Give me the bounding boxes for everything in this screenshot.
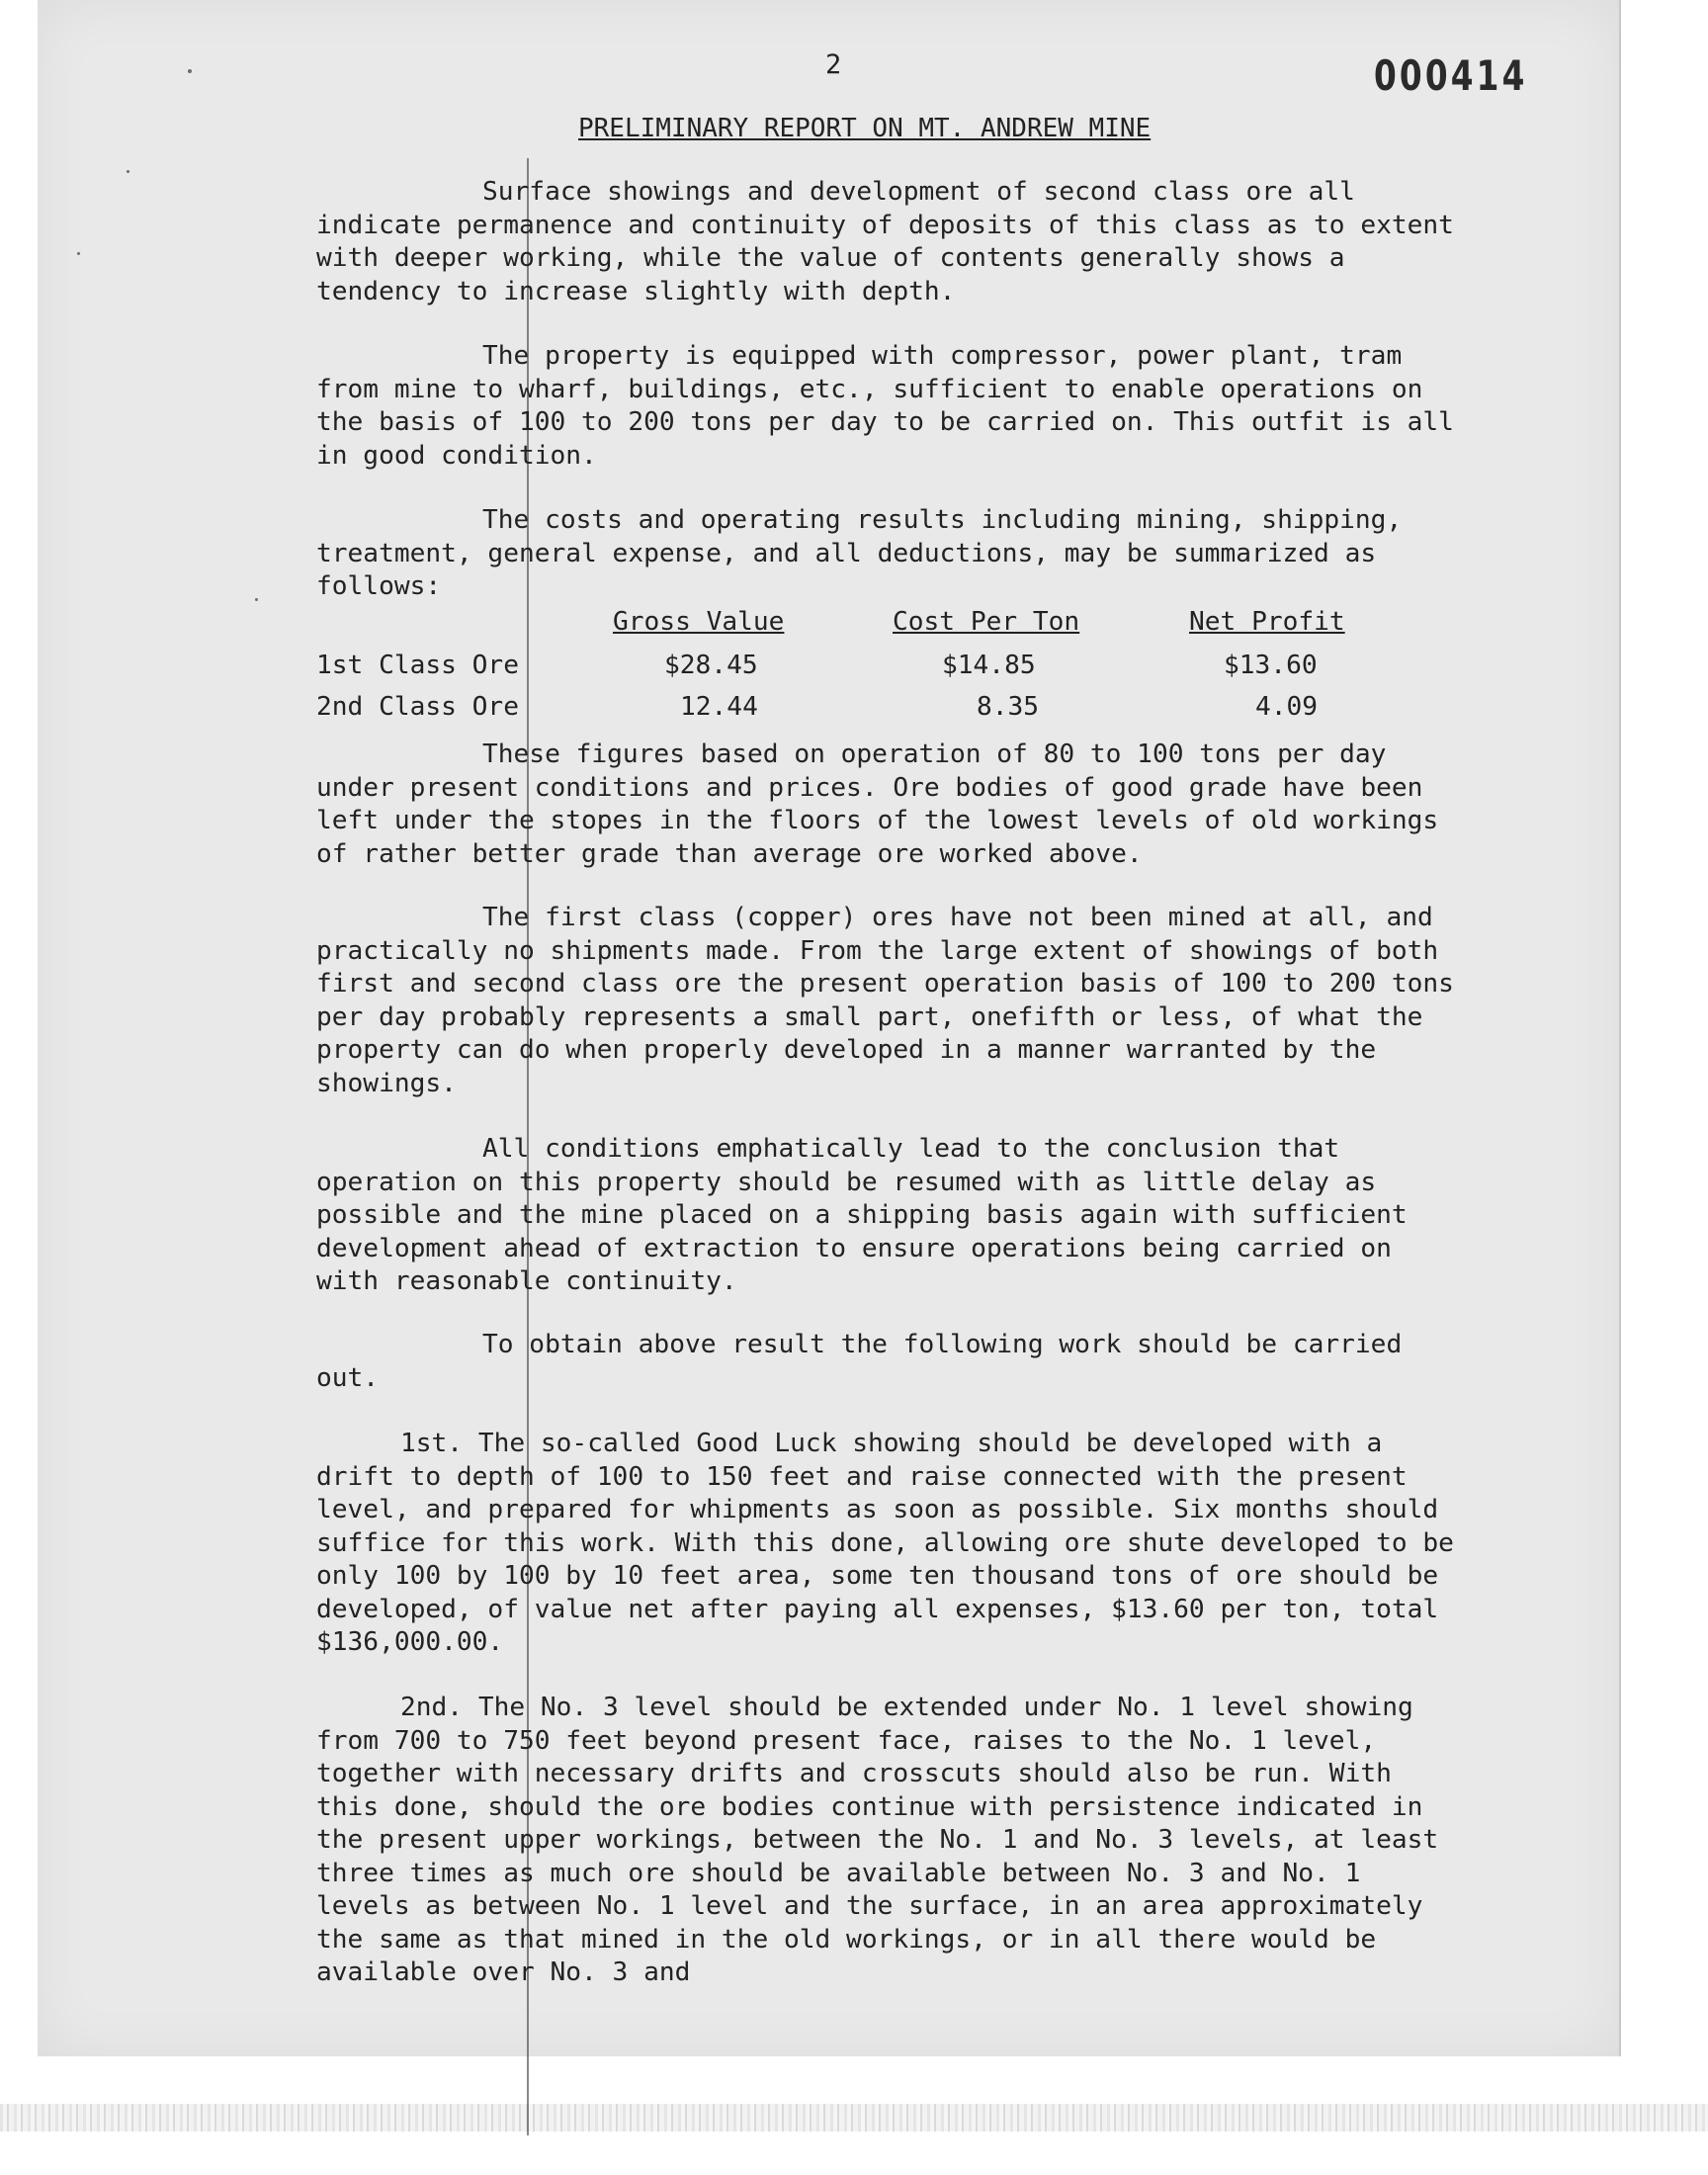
- column-header-cost-per-ton: Cost Per Ton: [893, 607, 1080, 637]
- scan-speck: [77, 252, 80, 255]
- page-number: 2: [825, 49, 842, 80]
- paragraph-conditions-conclusion: All conditions emphatically lead to the conclusion that operation on this property should be resumed with as little delay as possible and the mine placed on a shipping basis again with sufficient development ahead of extraction to ensure operations being carried on with reasonable continuity.: [316, 1134, 1423, 1296]
- column-header-net-profit: Net Profit: [1189, 607, 1345, 637]
- scan-speck: [255, 598, 258, 601]
- paragraph-second-work-item: 2nd. The No. 3 level should be extended under No. 1 level showing from 700 to 750 feet beyond present face, raises to the No. 1 level, together with necessary drifts and crosscuts should also be run. With this done, should the ore bodies continue with persistence indicated in the present upper workings, between the No. 1 and No. 3 levels, at least three times as much ore should be available between No. 3 and No. 1 levels as between No. 1 level and the surface, in an area approximately the same as that mined in the old workings, or in all there would be available over No. 3 and: [316, 1693, 1454, 1987]
- scan-speck: [188, 69, 192, 73]
- row-label-2nd-class: 2nd Class Ore: [316, 692, 519, 722]
- cell-cost-per-ton: $14.85: [942, 651, 1036, 680]
- cell-gross-value: $28.45: [664, 651, 758, 680]
- paragraph-costs-intro: The costs and operating results including mining, shipping, treatment, general expense, and all deductions, may be summarized as follows:: [316, 505, 1417, 601]
- row-label-1st-class: 1st Class Ore: [316, 651, 519, 680]
- cell-net-profit: $13.60: [1224, 651, 1318, 680]
- costs-table: [316, 607, 1404, 726]
- paragraph-first-work-item: 1st. The so-called Good Luck showing should be developed with a drift to depth of 100 to 150 feet and raise connected with the present level, and prepared for whipments as soon as possible. Six months should suffice for this work. With this done, allowing ore shute developed to be only 100 by 100 by 10 feet area, some ten thousand tons of ore should be developed, of value net after paying all expenses, $13.60 per ton, total $136,000.00.: [316, 1429, 1470, 1657]
- paragraph-figures-basis: These figures based on operation of 80 to 100 tons per day under present conditions and prices. Ore bodies of good grade have been left under the stopes in the floors of the lowest levels of old workings of rather better grade than average ore worked above.: [316, 740, 1454, 869]
- page-title: PRELIMINARY REPORT ON MT. ANDREW MINE: [578, 114, 1152, 143]
- column-header-gross-value: Gross Value: [613, 607, 785, 637]
- cell-gross-value: 12.44: [680, 692, 758, 722]
- paragraph-first-class-ores: The first class (copper) ores have not been mined at all, and practically no shipments made. From the large extent of showings of both first and second class ore the present operation basis of 100 to 200 tons per day probably represents a small part, onefifth or less, of what the property can do when properly developed in a manner warranted by the showings.: [316, 903, 1470, 1098]
- cell-cost-per-ton: 8.35: [977, 692, 1040, 722]
- scan-speck: [127, 170, 129, 173]
- document-id-stamp: 000414: [1374, 51, 1528, 100]
- paragraph-work-intro: To obtain above result the following work should be carried out.: [316, 1330, 1417, 1393]
- cell-net-profit: 4.09: [1255, 692, 1319, 722]
- paragraph-property-equipment: The property is equipped with compressor, power plant, tram from mine to wharf, buildings, etc., sufficient to enable operations on the basis of 100 to 200 tons per day to be carried on. This outfit is all in good condition.: [316, 341, 1470, 471]
- scan-edge-artifact: [0, 2104, 1708, 2132]
- paragraph-surface-showings: Surface showings and development of second class ore all indicate permanence and continuity of deposits of this class as to extent with deeper working, while the value of contents generally shows a tendency to increase slightly with depth.: [316, 177, 1470, 306]
